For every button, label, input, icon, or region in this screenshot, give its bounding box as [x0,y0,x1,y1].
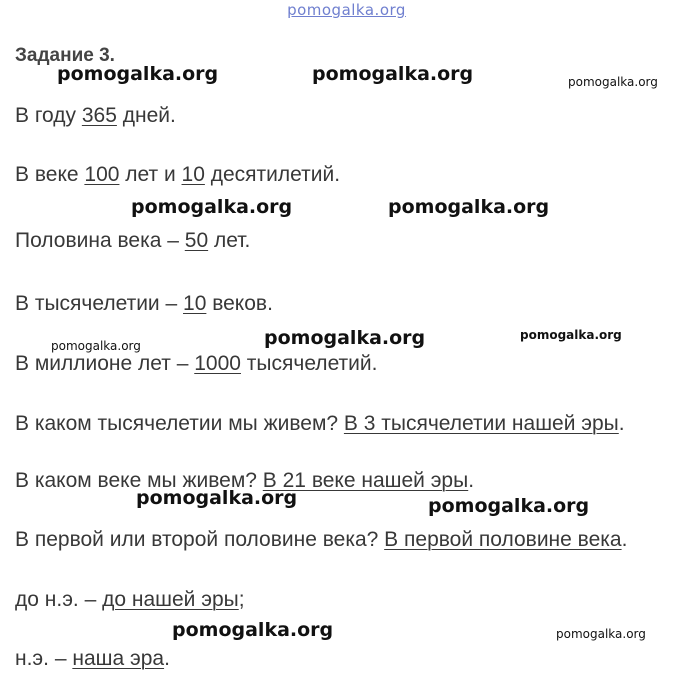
answer-value: 10 [183,292,207,315]
question-millennium [15,412,625,436]
answer-value: до нашей эры [102,588,239,611]
statement-text: В веке [15,163,85,186]
task-title: Задание 3. [15,45,115,66]
watermark: pomogalka.org [428,495,590,517]
watermark: pomogalka.org [556,627,646,641]
answer-value: 10 [181,163,205,186]
statement-text: десятилетий. [204,163,341,186]
watermark: pomogalka.org [57,63,219,85]
question-text: В каком веке мы живем? [15,469,263,492]
watermark: pomogalka.org [388,196,550,218]
statement-text: лет. [208,229,251,252]
statement-text: Половина века – [15,229,185,252]
answer-value: В 21 веке нашей эры [262,469,469,492]
statement-text: . [621,528,628,551]
statement-year-days [15,104,176,128]
statement-half-century [15,229,250,253]
statement-text: . [468,469,475,492]
question-text: В каком тысячелетии мы живем? [15,412,344,435]
statement-text: В тысячелетии – [15,292,184,315]
statement-text: тысячелетий. [240,352,378,375]
definition-bce [15,588,245,612]
answer-value: 365 [81,104,117,127]
question-text: В первой или второй половине века? [15,528,385,551]
watermark: pomogalka.org [520,328,622,342]
definition-ce [15,647,170,671]
definition-term: н.э. – [15,647,73,670]
statement-century-years [15,163,340,187]
question-half-century [15,528,627,552]
watermark: pomogalka.org [312,63,474,85]
statement-text: В году [15,104,82,127]
statement-text: дней. [116,104,176,127]
statement-million-years [15,352,377,376]
statement-text: веков. [206,292,273,315]
answer-value: 50 [184,229,209,252]
statement-text: ; [238,588,245,611]
statement-text: В миллионе лет – [15,352,195,375]
answer-value: 1000 [194,352,241,375]
answer-value: 100 [84,163,120,186]
watermark: pomogalka.org [172,619,334,641]
watermark: pomogalka.org [51,339,141,353]
statement-text: лет и [119,163,182,186]
definition-term: до н.э. – [15,588,103,611]
watermark: pomogalka.org [568,75,658,89]
answer-value: наша эра [72,647,165,670]
watermark: pomogalka.org [264,327,426,349]
site-header-link[interactable]: pomogalka.org [287,1,406,19]
answer-value: В первой половине века [384,528,622,551]
answer-value: В 3 тысячелетии нашей эры [343,412,619,435]
statement-text: . [164,647,170,670]
statement-millennium [15,292,273,316]
watermark: pomogalka.org [136,487,298,509]
watermark: pomogalka.org [131,196,293,218]
statement-text: . [618,412,625,435]
